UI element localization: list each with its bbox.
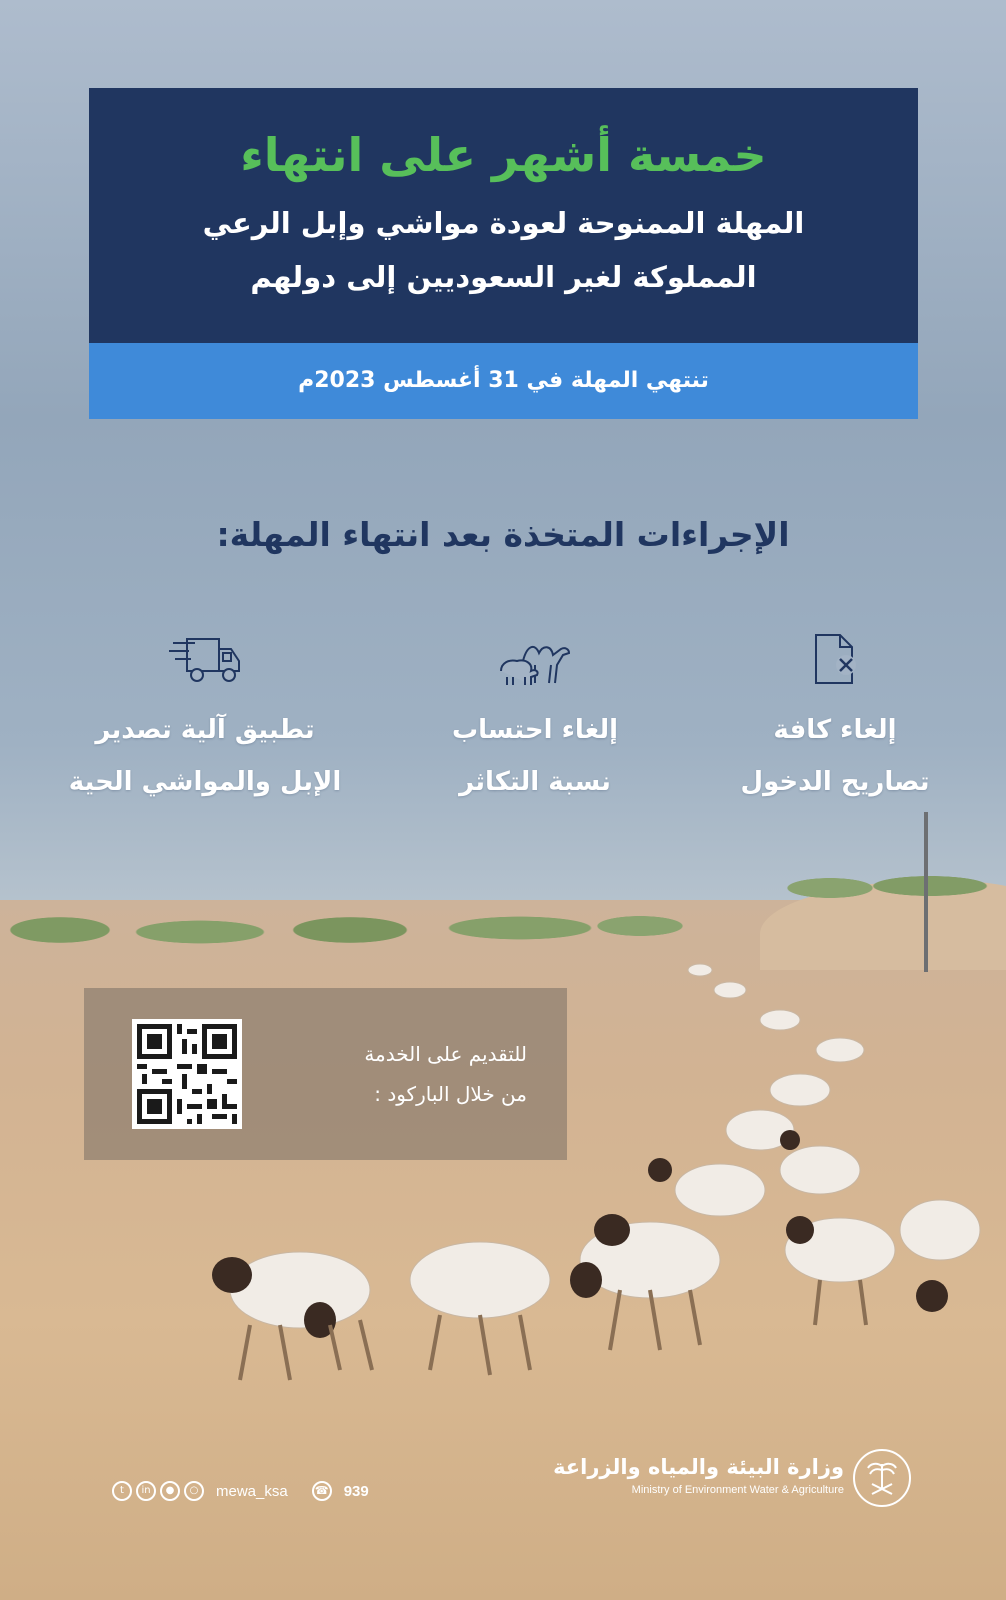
qr-panel xyxy=(84,988,567,1160)
deadline-bar: تنتهي المهلة في 31 أغسطس 2023م xyxy=(89,343,918,419)
social-handle: mewa_ksa xyxy=(216,1482,288,1500)
delivery-truck-icon xyxy=(165,630,245,692)
measure-export-mechanism xyxy=(60,630,350,808)
linkedin-icon[interactable]: in xyxy=(136,1481,156,1501)
measure-line-2: نسبة التكاثر xyxy=(459,767,611,797)
instagram-icon[interactable]: ○ xyxy=(184,1481,204,1501)
camel-sheep-icon xyxy=(495,630,575,692)
subline xyxy=(89,196,918,304)
desert-shrubs-right xyxy=(780,868,1006,908)
section-title: الإجراءات المتخذة بعد انتهاء المهلة: xyxy=(216,515,790,554)
qr-line-1: للتقديم على الخدمة xyxy=(364,1042,527,1066)
subline-line-1: المهلة الممنوحة لعودة مواشي وإبل الرعي xyxy=(202,206,805,240)
document-cancel-icon xyxy=(810,630,860,692)
qr-instructions xyxy=(364,1034,527,1114)
headline: خمسة أشهر على انتهاء xyxy=(240,128,767,182)
measures-list xyxy=(0,630,1006,830)
qr-code[interactable] xyxy=(132,1019,242,1129)
ministry-emblem-icon xyxy=(852,1448,912,1508)
phone-number: 939 xyxy=(343,1482,369,1500)
snapchat-icon[interactable]: ● xyxy=(160,1481,180,1501)
measure-line-2: الإبل والمواشي الحية xyxy=(68,767,342,797)
measure-line-1: تطبيق آلية تصدير xyxy=(95,715,315,745)
subline-line-2: المملوكة لغير السعوديين إلى دولهم xyxy=(250,260,757,294)
measure-cancel-permits xyxy=(730,630,940,808)
ministry-name-en: Ministry of Environment Water & Agriculture xyxy=(631,1484,844,1496)
footer-contacts xyxy=(112,1478,369,1504)
header-card xyxy=(89,88,918,343)
ministry-name-ar: وزارة البيئة والمياه والزراعة xyxy=(553,1455,844,1479)
qr-line-2: من خلال الباركود : xyxy=(374,1082,527,1106)
measure-line-1: إلغاء احتساب xyxy=(451,715,619,745)
measure-line-1: إلغاء كافة xyxy=(773,715,897,745)
measure-text xyxy=(430,704,640,808)
ministry-name xyxy=(553,1452,844,1498)
twitter-icon[interactable]: t xyxy=(112,1481,132,1501)
phone-icon: ☎ xyxy=(312,1481,332,1501)
measure-cancel-breeding xyxy=(430,630,640,808)
measure-text xyxy=(730,704,940,808)
measure-line-2: تصاريح الدخول xyxy=(740,767,930,797)
measure-text xyxy=(60,704,350,808)
